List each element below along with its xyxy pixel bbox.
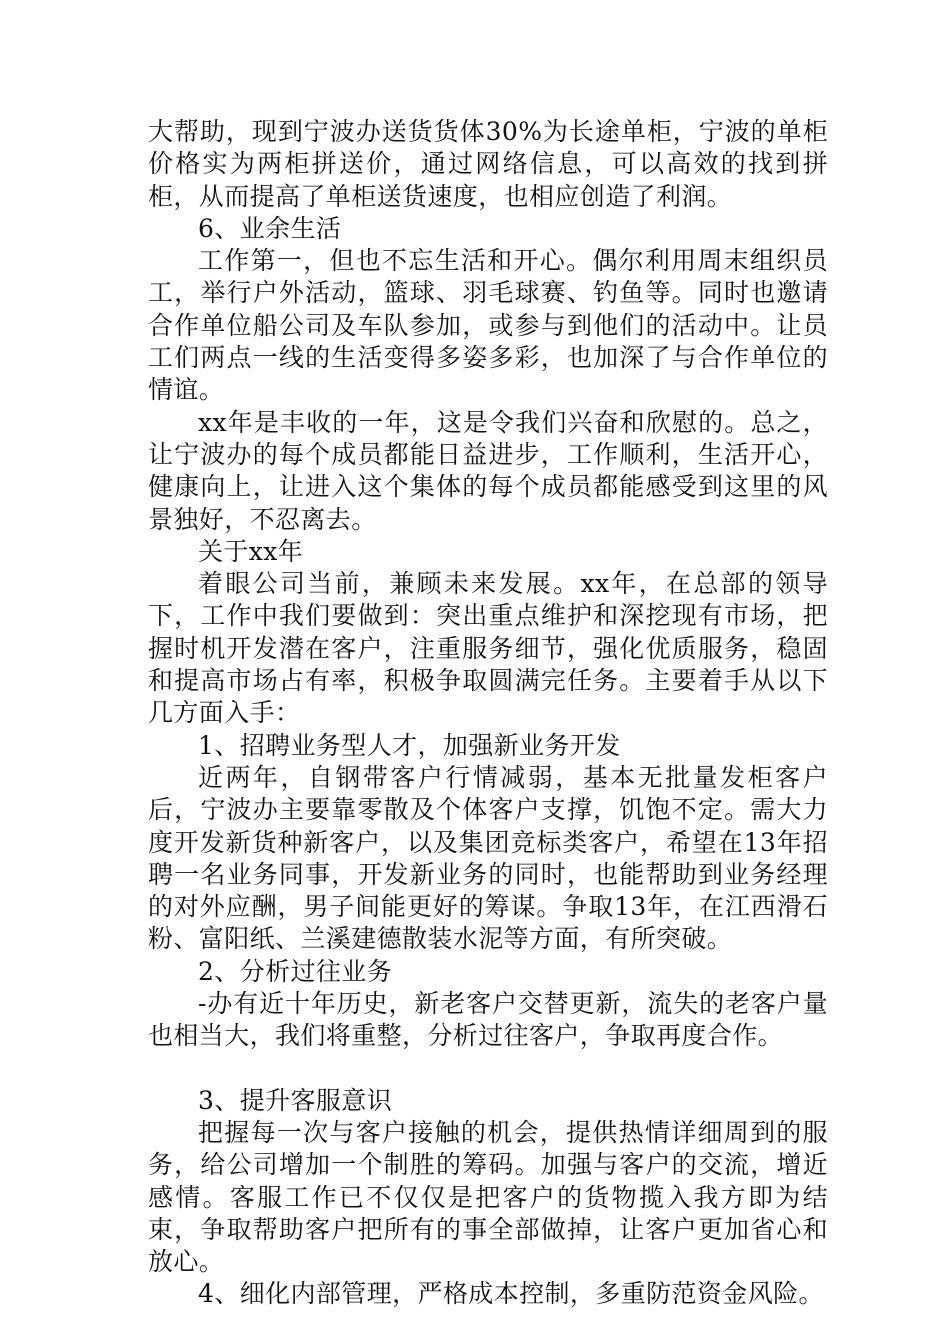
paragraph-spacer (148, 1053, 828, 1085)
heading-past-business: 2、分析过往业务 (198, 956, 393, 986)
heading-internal-management: 4、细化内部管理，严格成本控制，多重防范资金风险。 (198, 1279, 824, 1309)
section-heading-leisure: 6、业余生活 (198, 213, 342, 243)
heading-recruitment: 1、招聘业务型人才，加强新业务开发 (198, 730, 621, 760)
paragraph-next-year-plan: 着眼公司当前，兼顾未来发展。xx年，在总部的领导下，工作中我们要做到：突出重点维护和深挖现有市场，把握时机开发潜在客户，注重服务细节，强化优质服务，稳固和提高市场占有率，积极争取圆满完任务。主要着手从以下几方面入手： (148, 569, 828, 728)
paragraph-customer-service: 把握每一次与客户接触的机会，提供热情详细周到的服务，给公司增加一个制胜的筹码。加强与客户的交流，增近感情。客服工作已不仅仅是把客户的货物揽入我方即为结束，争取帮助客户把所有的事全部做掉，让客户更加省心和放心。 (148, 1117, 828, 1277)
heading-customer-service: 3、提升客服意识 (198, 1085, 393, 1115)
paragraph-past-business: -办有近十年历史，新老客户交替更新，流失的老客户量也相当大，我们将重整，分析过往客户，争取再度合作。 (148, 989, 828, 1051)
document-body (148, 116, 828, 1311)
paragraph-summary: xx年是丰收的一年，这是令我们兴奋和欣慰的。总之，让宁波办的每个成员都能日益进步，工作顺利，生活开心，健康向上，让进入这个集体的每个成员都能感受到这里的风景独好，不忍离去。 (148, 407, 828, 534)
paragraph-continuation: 大帮助，现到宁波办送货货体30%为长途单柜，宁波的单柜价格实为两柜拼送价，通过网络信息，可以高效的找到拼柜，从而提高了单柜送货速度，也相应创造了利润。 (148, 117, 828, 211)
paragraph-leisure: 工作第一，但也不忘生活和开心。偶尔利用周末组织员工，举行户外活动，篮球、羽毛球赛、钓鱼等。同时也邀请合作单位船公司及车队参加，或参与到他们的活动中。让员工们两点一线的生活变得多姿多彩，也加深了与合作单位的情谊。 (148, 246, 828, 405)
paragraph-recruitment: 近两年，自钢带客户行情减弱，基本无批量发柜客户后，宁波办主要靠零散及个体客户支撑，饥饱不定。需大力度开发新货种新客户，以及集团竞标类客户，希望在13年招聘一名业务同事，开发新业务的同时，也能帮助到业务经理的对外应酬，男子间能更好的筹谋。争取13年，在江西滑石粉、富阳纸、兰溪建德散装水泥等方面，有所突破。 (148, 762, 828, 954)
section-heading-next-year: 关于xx年 (198, 536, 304, 566)
